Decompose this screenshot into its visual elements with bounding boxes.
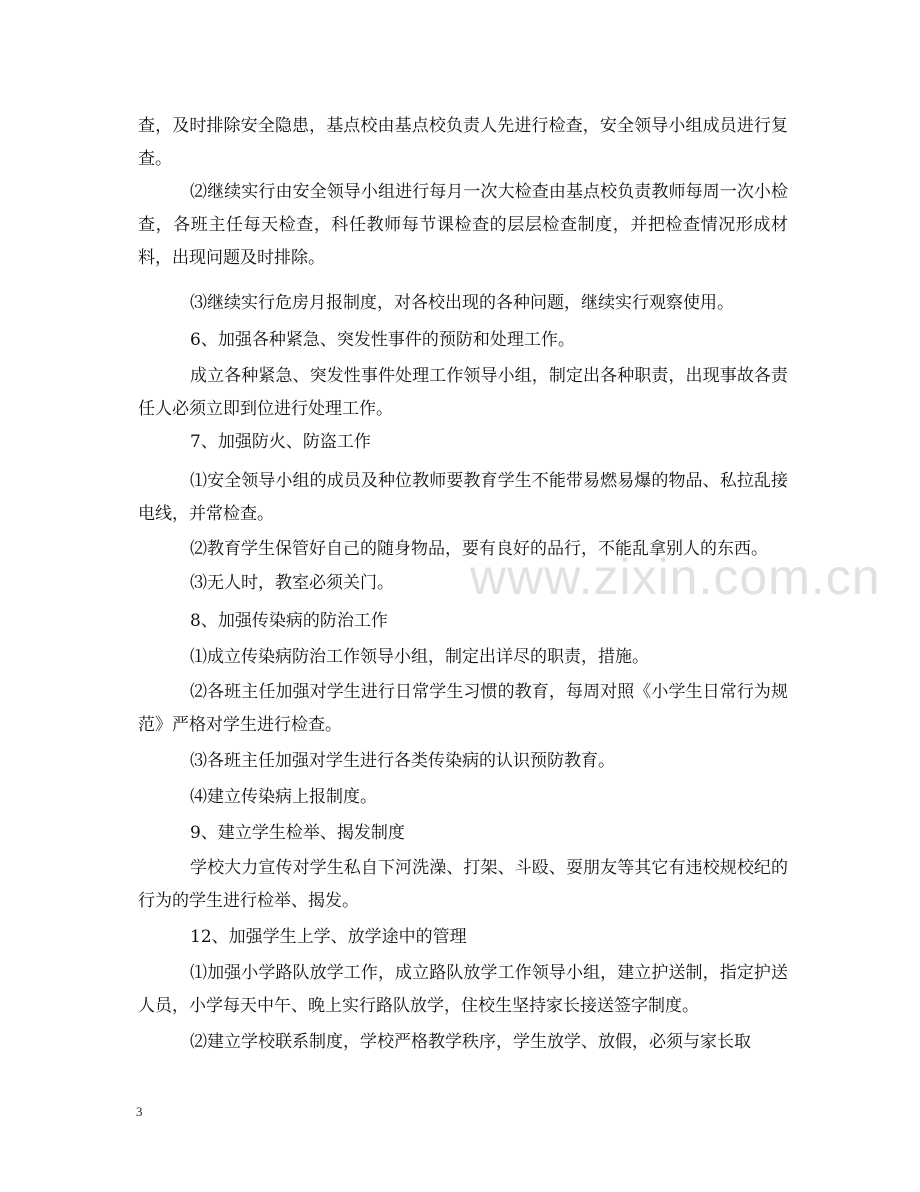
- paragraph-7: ⑶无人时，教室必须关门。: [190, 573, 394, 593]
- paragraph-2: ⑵继续实行由安全领导小组进行每月一次大检查由基点校负责教师每周一次小检查，各班主任每天检查，科任教师每节课检查的层层检查制度，并把检查情况形成材料，出现问题及时排除。: [138, 182, 788, 268]
- heading-9: 9、建立学生检举、揭发制度: [190, 823, 405, 843]
- paragraph-3: ⑶继续实行危房月报制度，对各校出现的各种问题，继续实行观察使用。: [190, 293, 734, 313]
- paragraph-5: ⑴安全领导小组的成员及种位教师要教育学生不能带易燃易爆的物品、私拉乱接电线，并常检查。: [138, 471, 788, 524]
- paragraph-14: ⑵建立学校联系制度，学校严格教学秩序，学生放学、放假，必须与家长取: [190, 1032, 751, 1052]
- heading-12: 12、加强学生上学、放学途中的管理: [190, 927, 467, 947]
- heading-7: 7、加强防火、防盗工作: [190, 432, 371, 452]
- paragraph-10: ⑶各班主任加强对学生进行各类传染病的认识预防教育。: [190, 751, 615, 771]
- paragraph-8: ⑴成立传染病防治工作领导小组，制定出详尽的职责，措施。: [190, 647, 649, 667]
- paragraph-1: 查，及时排除安全隐患，基点校由基点校负责人先进行检查，安全领导小组成员进行复查。: [138, 116, 788, 169]
- paragraph-12: 学校大力宣传对学生私自下河洗澡、打架、斗殴、耍朋友等其它有违校规校纪的行为的学生进行检举、揭发。: [138, 858, 788, 911]
- heading-8: 8、加强传染病的防治工作: [190, 611, 388, 631]
- paragraph-9: ⑵各班主任加强对学生进行日常学生习惯的教育，每周对照《小学生日常行为规范》严格对学生进行检查。: [138, 682, 788, 735]
- heading-6: 6、加强各种紧急、突发性事件的预防和处理工作。: [190, 330, 575, 350]
- paragraph-11: ⑷建立传染病上报制度。: [190, 787, 377, 807]
- paragraph-6: ⑵教育学生保管好自己的随身物品，要有良好的品行，不能乱拿别人的东西。: [190, 539, 768, 559]
- paragraph-4: 成立各种紧急、突发性事件处理工作领导小组，制定出各种职责，出现事故各责任人必须立即到位进行处理工作。: [138, 366, 788, 419]
- watermark: www.zixin.com.cn: [470, 549, 881, 605]
- paragraph-13: ⑴加强小学路队放学工作，成立路队放学工作领导小组，建立护送制，指定护送人员，小学每天中午、晚上实行路队放学，住校生坚持家长接送签字制度。: [138, 963, 788, 1016]
- page-number: 3: [136, 1104, 143, 1119]
